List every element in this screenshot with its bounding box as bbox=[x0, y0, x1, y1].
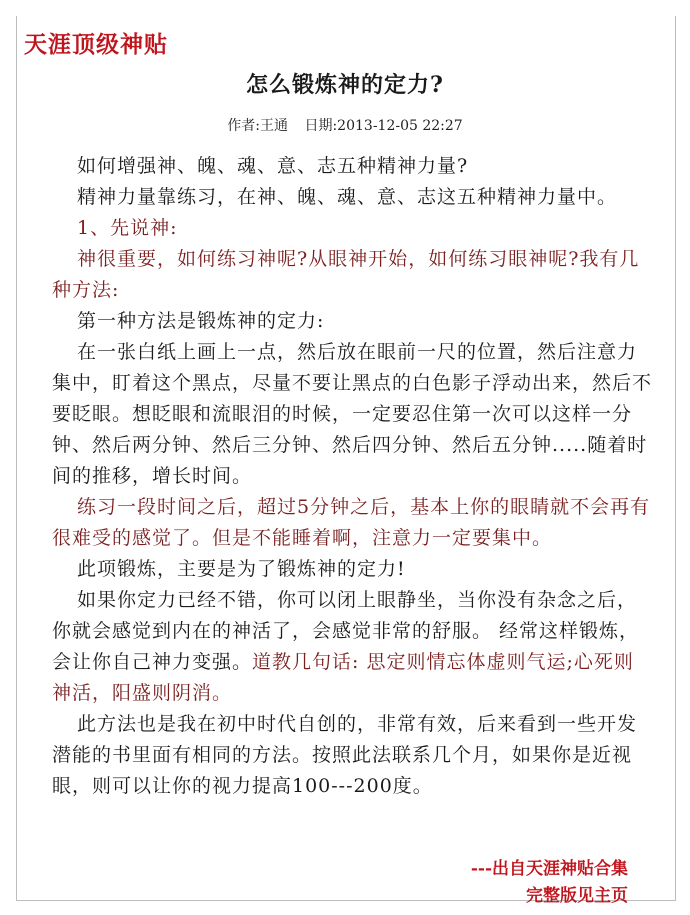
article-body bbox=[52, 151, 652, 802]
footer-line: 完整版见主页 bbox=[526, 886, 628, 906]
paragraph: 神很重要，如何练习神呢?从眼神开始，如何练习眼神呢?我有几种方法: bbox=[52, 248, 640, 301]
paragraph-text: 如果你定力已经不错，你可以闭上眼静坐，当你没有杂念之后，你就会感觉到内在的神活了，会感觉非常的舒服。 经常这样锻炼，会让你自己神力变强。 bbox=[52, 589, 640, 673]
footer-line: ---出自天涯神贴合集 bbox=[470, 859, 628, 879]
article-title: 怎么锻炼神的定力? bbox=[246, 72, 444, 98]
paragraph bbox=[52, 585, 652, 709]
paragraph: 此项锻炼，主要是为了锻炼神的定力! bbox=[77, 558, 406, 580]
article-meta bbox=[0, 115, 690, 135]
paragraph: 此方法也是我在初中时代自创的，非常有效，后来看到一些开发潜能的书里面有相同的方法。按照此法联系几个月，如果你是近视眼，则可以让你的视力提高100---200度。 bbox=[52, 713, 638, 797]
brand-title: 天涯顶级神贴 bbox=[24, 31, 168, 58]
taoist-quote: 道教几句话: 思定则情忘体虚则气运;心死则神活，阳盛则阴消。 bbox=[52, 651, 634, 704]
date-text: 日期:2013-12-05 22:27 bbox=[304, 118, 463, 134]
paragraph: 在一张白纸上画上一点，然后放在眼前一尺的位置，然后注意力集中，盯着这个黑点，尽量不要让黑点的白色影子浮动出来，然后不要眨眼。想眨眼和流眼泪的时候，一定要忍住第一次可以这样一分钟、然后两分钟、然后三分钟、然后四分钟、然后五分钟.....随着时间的推移，增长时间。 bbox=[52, 341, 653, 487]
paragraph: 如何增强神、魄、魂、意、志五种精神力量? bbox=[77, 155, 469, 177]
paragraph: 练习一段时间之后，超过5分钟之后，基本上你的眼睛就不会再有很难受的感觉了。但是不能睡着啊，注意力一定要集中。 bbox=[52, 496, 651, 549]
author-text: 作者:王通 bbox=[227, 118, 289, 134]
footer-source bbox=[471, 856, 628, 910]
paragraph: 精神力量靠练习，在神、魄、魂、意、志这五种精神力量中。 bbox=[77, 186, 618, 208]
paragraph: 第一种方法是锻炼神的定力: bbox=[77, 310, 325, 332]
section-heading: 1、先说神: bbox=[77, 217, 178, 239]
